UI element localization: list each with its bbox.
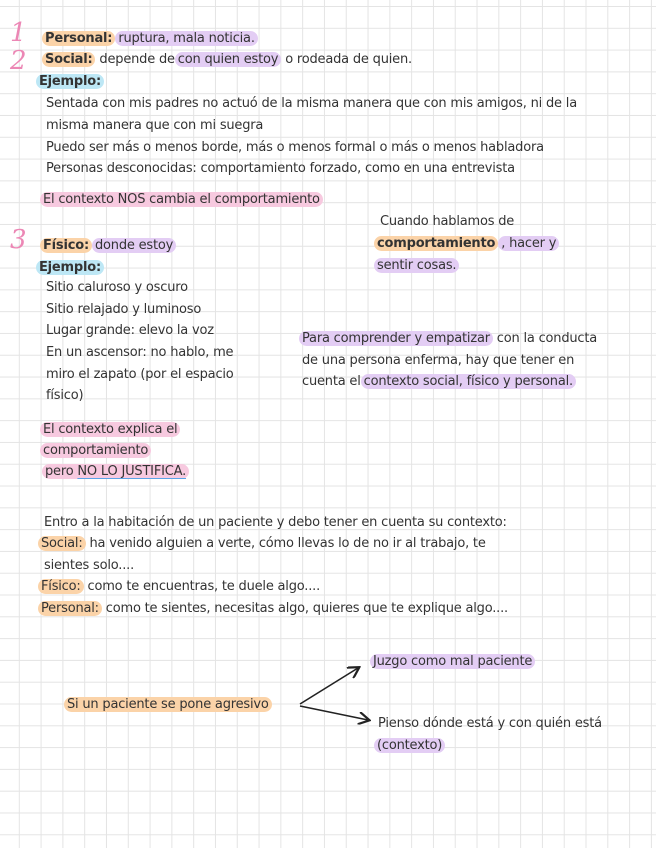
- patient-fisico-text: como te encuentras, te duele algo....: [87, 579, 321, 594]
- behavior-word: comportamiento: [374, 236, 498, 251]
- example-label-1: Ejemplo:: [36, 74, 104, 89]
- patient-social-text: ha venido alguien a verte, cómo llevas lo de no ir al trabajo, te: [89, 536, 486, 551]
- fisico-text: donde estoy: [92, 238, 176, 253]
- social-label: Social:: [42, 52, 95, 67]
- context-changes-text: El contexto NOS cambia el comportamiento: [40, 192, 323, 207]
- fisico-example-line: Sitio relajado y luminoso: [46, 302, 202, 317]
- patient-intro: Entro a la habitación de un paciente y debo tener en cuenta su contexto:: [44, 515, 507, 530]
- social-example-line: Personas desconocidas: comportamiento forzado, como en una entrevista: [46, 161, 515, 176]
- context-explains-text2: comportamiento: [40, 443, 151, 458]
- fisico-example-line: Sitio caluroso y oscuro: [46, 280, 188, 295]
- patient-fisico-label: Físico:: [38, 579, 84, 594]
- social-text-b: con quien estoy: [175, 52, 281, 67]
- aggressive-patient-text: Si un paciente se pone agresivo: [64, 697, 272, 712]
- patient-social-text2: sientes solo....: [44, 558, 135, 573]
- patient-social-label: Social:: [38, 536, 86, 551]
- context-word: (contexto): [374, 738, 445, 753]
- arrow-to-think: [300, 706, 368, 720]
- not-justify-text: NO LO JUSTIFICA.: [77, 464, 187, 479]
- fisico-example-line: miro el zapato (por el espacio: [46, 367, 234, 382]
- social-example-line: Sentada con mis padres no actuó de la misma manera que con mis amigos, ni de la: [46, 96, 577, 111]
- patient-personal-text: como te sientes, necesitas algo, quieres que te explique algo....: [105, 601, 508, 616]
- patient-personal-label: Personal:: [38, 601, 102, 616]
- context-explains-text1: El contexto explica el: [40, 422, 180, 437]
- side-note-1-rest: , hacer y: [498, 236, 559, 251]
- side-note-2-line1-rest: con la conducta: [496, 331, 598, 346]
- side-note-2-line2: de una persona enferma, hay que tener en: [302, 353, 575, 368]
- branch-judge-text: Juzgo como mal paciente: [370, 654, 535, 669]
- side-note-1-line1: Cuando hablamos de: [380, 214, 515, 229]
- number-1: 1: [10, 18, 27, 48]
- number-3: 3: [10, 225, 27, 255]
- fisico-example-line: físico): [46, 388, 84, 403]
- pero-word: pero: [45, 464, 74, 479]
- social-text-c: o rodeada de quien.: [285, 52, 412, 67]
- personal-text: ruptura, mala noticia.: [115, 31, 257, 46]
- arrow-to-judge: [300, 668, 358, 704]
- fisico-label: Físico:: [40, 238, 92, 253]
- example-label-2: Ejemplo:: [36, 260, 104, 275]
- social-example-line: Puedo ser más o menos borde, más o menos formal o más o menos habladora: [46, 140, 544, 155]
- social-example-line: misma manera que con mi suegra: [46, 118, 264, 133]
- empathize-highlight: Para comprender y empatizar: [299, 331, 493, 346]
- fisico-example-line: Lugar grande: elevo la voz: [46, 323, 214, 338]
- side-note-1-line3-text: sentir cosas.: [374, 258, 459, 273]
- side-note-2-line3-pre: cuenta el: [302, 374, 361, 389]
- branch-think-line1: Pienso dónde está y con quién está: [378, 716, 602, 731]
- social-text-a: depende de: [99, 52, 175, 67]
- number-2: 2: [10, 46, 27, 76]
- context-triad-highlight: contexto social, físico y personal.: [361, 374, 576, 389]
- personal-label: Personal:: [42, 31, 115, 46]
- fisico-example-line: En un ascensor: no hablo, me: [46, 345, 234, 360]
